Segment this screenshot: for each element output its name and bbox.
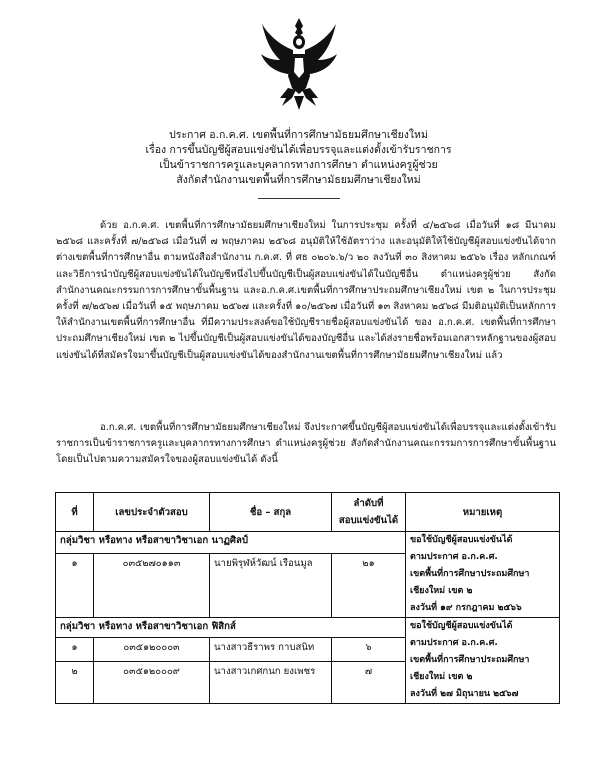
body-paragraph-1 (56, 218, 556, 364)
row-rank: ๖ (332, 638, 406, 661)
announcement-header (0, 128, 597, 188)
group-title: กลุ่มวิชา หรือทาง หรือสาขาวิชาเอก นาฏศิลป์ (56, 532, 406, 554)
header-no: ที่ (56, 493, 94, 532)
row-exam-id: ๐๓๕๑๒๐๐๐๓ (94, 638, 210, 661)
body-paragraph-2 (56, 420, 556, 469)
row-name: นางสาวเกศกนก ยงเพชร (210, 661, 332, 703)
row-no: ๒ (56, 661, 94, 703)
row-exam-id: ๐๓๕๒๗๐๑๑๓ (94, 553, 210, 618)
table-header-row (56, 493, 560, 532)
candidate-table (55, 492, 560, 704)
header-name: ชื่อ – สกุล (210, 493, 332, 532)
paragraph-1-text: ด้วย อ.ก.ค.ศ. เขตพื้นที่การศึกษามัธยมศึกษาเชียงใหม่ ในการประชุม ครั้งที่ ๔/๒๕๖๘ เมื่อวันที่ ๑๘ มีนาคม ๒๕๖๘ และครั้งที่ ๗/๒๕๖๘ เมื่อวันที่ ๗ พฤษภาคม ๒๕๖๘ อนุมัติให้ใช้อัตราว่าง และอนุมัติให้ใช้บัญชีผู้สอบแข่งขันได้จากต่างเขตพื้นที่การศึกษาอื่น ตามหนังสือสำนักงาน ก.ค.ศ. ที่ ศธ ๐๒๐๖.๖/ว ๒๐ ลงวันที่ ๓๐ สิงหาคม ๒๕๖๖ เรื่อง หลักเกณฑ์และวิธีการนำบัญชีผู้สอบแข่งขันได้ในบัญชีหนึ่งไปขึ้นบัญชีเป็นผู้สอบแข่งขันได้ในบัญชีอื่น ตำแหน่งครูผู้ช่วย สังกัดสำนักงานคณะกรรมการการศึกษาขั้นพื้นฐาน และอ.ก.ค.ศ.เขตพื้นที่การศึกษาประถมศึกษาเชียงใหม่ เขต ๒ ในการประชุม ครั้งที่ ๗/๒๕๖๗ เมื่อวันที่ ๑๕ พฤษภาคม ๒๕๖๗ และครั้งที่ ๑๐/๒๕๖๗ เมื่อวันที่ ๑๓ สิงหาคม ๒๕๖๘ มีมติอนุมัติเป็นหลักการให้สำนักงานเขตพื้นที่การศึกษาอื่น ที่มีความประสงค์ขอใช้บัญชีรายชื่อผู้สอบแข่งขันได้ ของ อ.ก.ค.ศ. เขตพื้นที่การศึกษาประถมศึกษาเชียงใหม่ เขต ๒ ไปขึ้นบัญชีเป็นผู้สอบแข่งขันได้ของบัญชีอื่น และได้ส่งรายชื่อพร้อมเอกสารหลักฐานของผู้สอบแข่งขันได้ที่สมัครใจมาขึ้นบัญชีเป็นผู้สอบแข่งขันได้ของสำนักงานเขตพื้นที่การศึกษามัธยมศึกษาเชียงใหม่ แล้ว (56, 220, 556, 361)
header-line-3: เป็นข้าราชการครูและบุคลากรทางการศึกษา ตำแหน่งครูผู้ช่วย (159, 159, 438, 171)
group-note: ขอใช้บัญชีผู้สอบแข่งขันได้ ตามประกาศ อ.ก.ค.ศ. เขตพื้นที่การศึกษาประถมศึกษา เชียงใหม่ เขต ๒ ลงวันที่ ๑๙ กรกฎาคม ๒๕๖๖ (406, 532, 560, 618)
header-line-4: สังกัดสำนักงานเขตพื้นที่การศึกษามัธยมศึกษาเชียงใหม่ (176, 174, 421, 186)
header-exam-id: เลขประจำตัวสอบ (94, 493, 210, 532)
group-title: กลุ่มวิชา หรือทาง หรือสาขาวิชาเอก ฟิสิกส์ (56, 618, 406, 638)
header-rank: ลำดับที่ สอบแข่งขันได้ (332, 493, 406, 532)
row-name: นายพิรุฬห์วัฒน์ เรือนมูล (210, 553, 332, 618)
row-rank: ๒๑ (332, 553, 406, 618)
row-rank: ๗ (332, 661, 406, 703)
group-row-dance (56, 532, 560, 554)
group-row-physics (56, 618, 560, 638)
paragraph-2-text: อ.ก.ค.ศ. เขตพื้นที่การศึกษามัธยมศึกษาเชียงใหม่ จึงประกาศขึ้นบัญชีผู้สอบแข่งขันได้เพื่อบรรจุและแต่งตั้งเข้ารับราชการเป็นข้าราชการครูและบุคลากรทางการศึกษา ตำแหน่งครูผู้ช่วย สังกัดสำนักงานคณะกรรมการการศึกษาขั้นพื้นฐาน โดยเป็นไปตามความสมัครใจของผู้สอบแข่งขันได้ ดังนี้ (56, 422, 556, 466)
header-line-2: เรื่อง การขึ้นบัญชีผู้สอบแข่งขันได้เพื่อบรรจุและแต่งตั้งเข้ารับราชการ (145, 144, 452, 156)
header-line-1: ประกาศ อ.ก.ค.ศ. เขตพื้นที่การศึกษามัธยมศึกษาเชียงใหม่ (169, 129, 428, 141)
header-divider (258, 198, 340, 199)
row-exam-id: ๐๓๕๑๒๐๐๐๙ (94, 661, 210, 703)
garuda-emblem (258, 14, 340, 114)
group-note: ขอใช้บัญชีผู้สอบแข่งขันได้ ตามประกาศ อ.ก.ค.ศ. เขตพื้นที่การศึกษาประถมศึกษา เชียงใหม่ เขต ๒ ลงวันที่ ๒๗ มิถุนายน ๒๕๖๗ (406, 618, 560, 704)
row-no: ๑ (56, 553, 94, 618)
header-remark: หมายเหตุ (406, 493, 560, 532)
row-no: ๑ (56, 638, 94, 661)
row-name: นางสาวธีราพร กาบสนิท (210, 638, 332, 661)
